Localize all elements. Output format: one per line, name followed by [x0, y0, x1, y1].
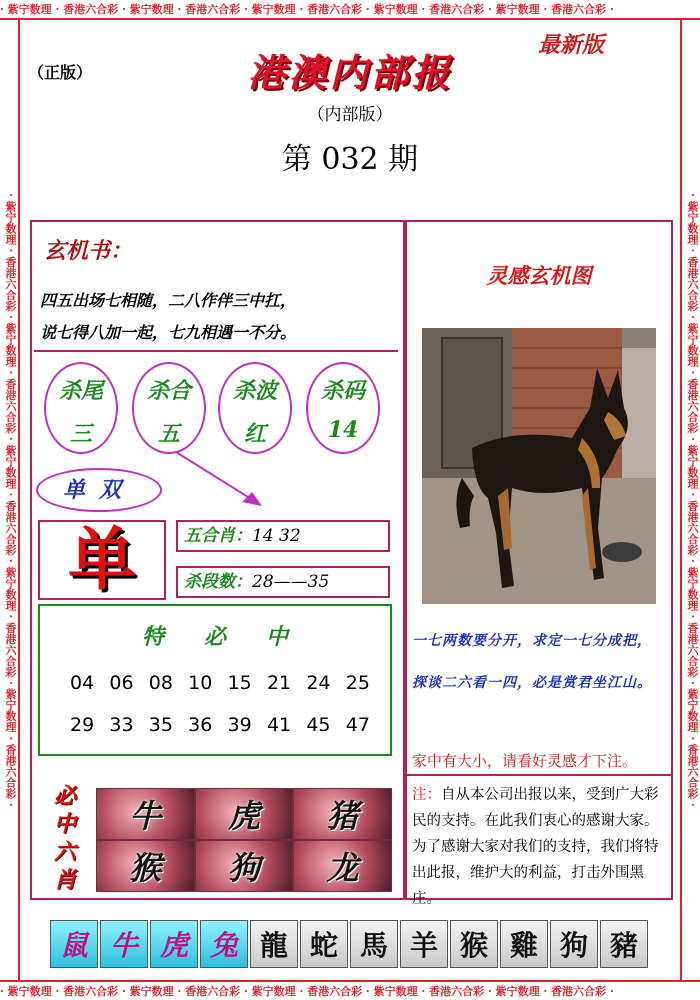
zodiac-tile-dog: 狗 [550, 920, 598, 968]
arrow-icon [170, 448, 270, 512]
special-number: 25 [345, 672, 370, 694]
page-title: 港澳内部报 [247, 50, 453, 95]
notice-text: 家中有大小，请看好灵感才下注。 [412, 752, 638, 770]
oval-label: 杀合 [146, 378, 191, 404]
special-number: 39 [227, 714, 252, 736]
border-top-strip: · 紫宁数理 · 香港六合彩 · 紫宁数理 · 香港六合彩 · 紫宁数理 · 香港六合彩 · 紫宁数理 · 香港六合彩 · 紫宁数理 · 香港六合彩 · [0, 0, 700, 20]
page-subtitle: （内部版） [307, 105, 393, 125]
zodiac-tile-rooster: 雞 [500, 920, 548, 968]
zodiac-tile-snake: 蛇 [300, 920, 348, 968]
note-text [412, 782, 668, 912]
odd-even-oval: 单双 [36, 468, 162, 512]
big-char: 单 [67, 520, 136, 600]
special-number: 06 [109, 672, 134, 694]
six-zodiac-label: 必中六肖 [53, 783, 76, 893]
zodiac-tile-goat: 羊 [400, 920, 448, 968]
oval-label: 杀码 [320, 378, 365, 404]
zodiac-tile-horse: 馬 [350, 920, 398, 968]
kill-code-oval [306, 362, 380, 454]
inspiration-poem-1: 一七两数要分开，求定一七分成把， [412, 633, 652, 649]
poem-divider [34, 350, 398, 352]
zodiac-tile-dragon: 龍 [250, 920, 298, 968]
inspiration-title: 灵感玄机图 [486, 263, 592, 288]
note-body: 自从本公司出报以来，受到广大彩民的支持。在此我们衷心的感谢大家。为了感谢大家对我们的支持，我们将特出此报，维护大的利益，打击外围黑庄。 [412, 787, 659, 907]
zodiac-photo-cell: 龙 [293, 840, 392, 892]
special-number: 15 [227, 672, 252, 694]
special-number: 21 [266, 672, 292, 694]
special-number: 04 [70, 672, 95, 694]
big-char-box [38, 520, 166, 600]
zodiac-photo-cell: 猴 [96, 840, 195, 892]
special-number: 41 [266, 714, 292, 736]
kill-tail-oval [44, 362, 118, 454]
kill-range-line [176, 566, 390, 598]
five-he-value: 14 32 [252, 526, 301, 546]
border-right-strip: · 紫宁数理 · 香港六合彩 · 紫宁数理 · 香港六合彩 · 紫宁数理 · 香港六合彩 · 紫宁数理 · 香港六合彩 · 紫宁数理 · 香港六合彩 · [680, 20, 700, 980]
kill-range-label: 杀段数： [184, 572, 252, 592]
notice-divider [405, 774, 673, 776]
zodiac-tile-rabbit: 兔 [200, 920, 248, 968]
zodiac-tile-ox: 牛 [100, 920, 148, 968]
special-number: 10 [188, 672, 213, 694]
oval-label: 杀波 [232, 378, 277, 404]
special-number: 36 [188, 714, 213, 736]
poem-title: 玄机书： [44, 238, 133, 264]
special-number: 08 [148, 672, 173, 694]
special-title: 特必中 [141, 624, 328, 650]
five-he-line [176, 520, 390, 552]
issue-number: 第 032 期 [281, 142, 419, 177]
special-number: 24 [306, 672, 331, 694]
kill-sum-oval [132, 362, 206, 454]
zodiac-tile-tiger: 虎 [150, 920, 198, 968]
special-row-1 [70, 672, 370, 694]
edition-left-label: （正版） [28, 63, 93, 82]
special-number: 29 [70, 714, 95, 736]
kill-range-value: 28——35 [252, 572, 330, 592]
zodiac-bar [50, 920, 650, 968]
oval-value: 红 [243, 421, 266, 447]
dog-illustration-icon [422, 328, 656, 604]
kill-wave-oval [218, 362, 292, 454]
border-bottom-strip: · 紫宁数理 · 香港六合彩 · 紫宁数理 · 香港六合彩 · 紫宁数理 · 香港六合彩 · 紫宁数理 · 香港六合彩 · 紫宁数理 · 香港六合彩 · [0, 980, 700, 1000]
zodiac-tile-rat: 鼠 [50, 920, 98, 968]
edition-right-label: 最新版 [538, 32, 605, 58]
poem-line-2: 说七得八加一起，七九相遇一不分。 [40, 323, 297, 342]
zodiac-photo-cell: 虎 [195, 788, 294, 840]
oval-label: 杀尾 [58, 378, 103, 404]
border-left-strip: · 紫宁数理 · 香港六合彩 · 紫宁数理 · 香港六合彩 · 紫宁数理 · 香港六合彩 · 紫宁数理 · 香港六合彩 · 紫宁数理 · 香港六合彩 · [0, 20, 20, 980]
special-number: 33 [109, 714, 134, 736]
zodiac-photo-cell: 牛 [96, 788, 195, 840]
five-he-label: 五合肖： [184, 526, 252, 546]
dog-photo [422, 328, 656, 604]
inspiration-poem-2: 探谈二六看一四，必是赏君坐江山。 [412, 675, 652, 691]
special-numbers-box [38, 604, 392, 756]
zodiac-photo-cell: 猪 [293, 788, 392, 840]
special-row-2 [70, 714, 370, 736]
special-number: 47 [345, 714, 370, 736]
zodiac-photo-cell: 狗 [195, 840, 294, 892]
six-zodiac-grid [96, 788, 392, 892]
oval-value: 14 [327, 417, 359, 443]
special-number: 45 [306, 714, 331, 736]
note-label: 注： [412, 787, 441, 803]
oval-value: 五 [157, 421, 180, 447]
poem-line-1: 四五出场七相随，二八作伴三中扛， [40, 291, 297, 310]
zodiac-tile-monkey: 猴 [450, 920, 498, 968]
oval-value: 三 [69, 421, 92, 447]
special-number: 35 [148, 714, 173, 736]
zodiac-tile-pig: 豬 [600, 920, 648, 968]
